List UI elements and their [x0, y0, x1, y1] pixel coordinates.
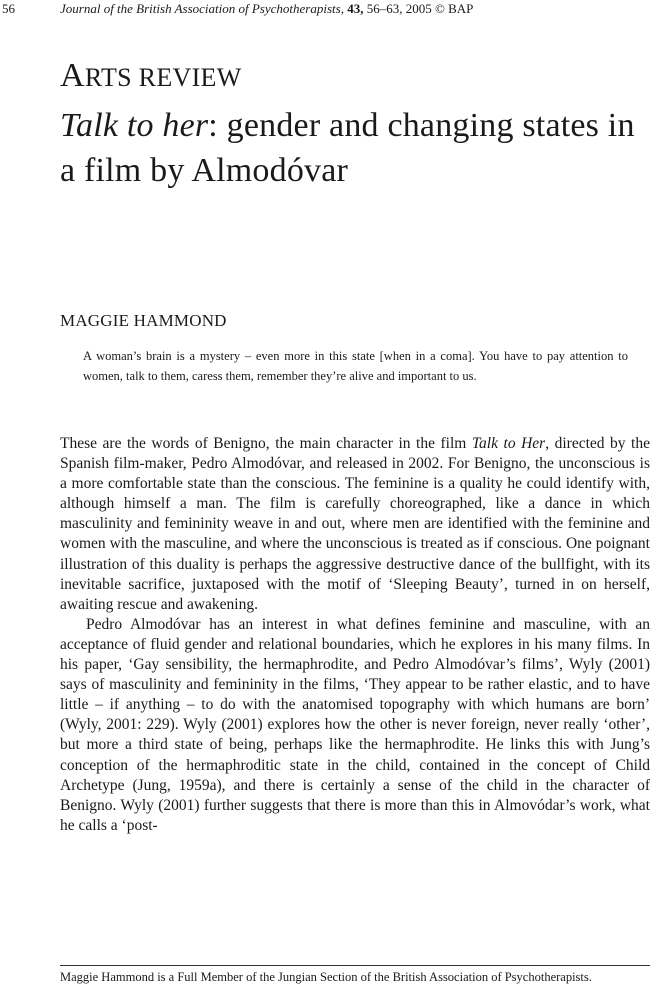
- body-paragraph-1: These are the words of Benigno, the main character in the film Talk to Her, directed by the Spanish film-maker, Pedro Almodóvar, and released in 2002. For Benigno, the unconscious is a more comfortable state than the conscious. The feminine is a quality he could identify with, although himself a man. The film is carefully choreographed, like a dance in which masculinity and femininity weave in and out, where men are identified with the feminine and women with the masculine, and where the unconscious is treated as if conscious. One poignant illustration of this duality is perhaps the aggressive destructive dance of the bullfight, with its inevitable sacrifice, juxtaposed with the motif of ‘Sleeping Beauty’, turned in on herself, awaiting rescue and awakening.: [60, 435, 650, 613]
- author-footnote: Maggie Hammond is a Full Member of the Jungian Section of the British Association of Psychotherapists.: [60, 970, 592, 984]
- journal-pages-year: 56–63, 2005 © BAP: [363, 1, 474, 16]
- film-title: Talk to her: [60, 107, 209, 144]
- journal-volume: 43,: [347, 1, 364, 16]
- author-name: MAGGIE HAMMOND: [60, 311, 227, 330]
- epigraph: A woman’s brain is a mystery – even more in this state [when in a coma]. You have to pay attention to women, talk to them, caress them, remember they’re alive and important to us.: [83, 349, 628, 383]
- running-head: [0, 0, 650, 20]
- section-label-initial: A: [60, 57, 85, 94]
- article-body: [60, 434, 650, 836]
- journal-citation: [60, 0, 473, 17]
- section-label-rest: RTS REVIEW: [84, 63, 242, 92]
- journal-title: Journal of the British Association of Psychotherapists,: [60, 1, 344, 16]
- title-subtitle: : gender and changing states in a film by Almodóvar: [60, 107, 635, 189]
- footnote-divider: [60, 965, 650, 966]
- section-label: [60, 56, 242, 98]
- body-paragraph-2: Pedro Almodóvar has an interest in what defines feminine and masculine, with an acceptance of fluid gender and relational boundaries, which he explores in his many films. In his paper, ‘Gay sensibility, the hermaphrodite, and Pedro Almodóvar’s films’, Wyly (2001) says of masculinity and femininity in the films, ‘They appear to be rather elastic, and to have little – if anything – to do with the anatomised topography with which humans are born’ (Wyly, 2001: 229). Wyly (2001) explores how the other is never foreign, never really ‘other’, but more a third state of being, perhaps like the hermaphrodite. He links this with Jung’s conception of the hermaphroditic state in the child, contained in the concept of Child Archetype (Jung, 1959a), and there is certainly a sense of the child in the character of Benigno. Wyly (2001) further suggests that there is more than this in Almovódar’s work, what he calls a ‘post-: [60, 615, 650, 834]
- film-title-inline: Talk to Her: [471, 435, 546, 452]
- article-title: [60, 103, 640, 193]
- page-number: 56: [2, 1, 15, 16]
